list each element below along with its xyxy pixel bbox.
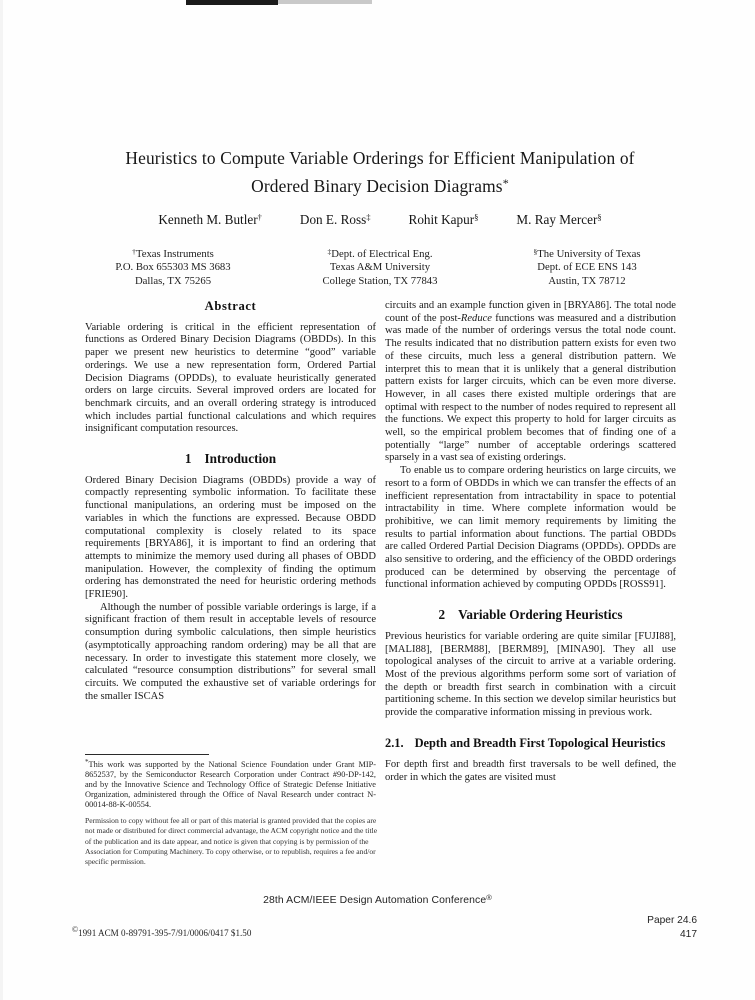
section-2-1-paragraph-1: For depth first and breadth first traversals to be well defined, the order in which the gates are visited must bbox=[385, 759, 676, 783]
author-name-text: Don E. Ross bbox=[299, 212, 367, 227]
title-block bbox=[60, 146, 700, 199]
page-title bbox=[60, 146, 700, 199]
author-name bbox=[409, 212, 479, 228]
section-2-heading bbox=[385, 609, 676, 622]
section-1-paragraph-2: Although the number of possible variable orderings is large, if a significant fraction of them result in acceptable levels of resource consumption during symbolic calculations, then simple heuristics (asymptotically approaching random ordering) may be all that are necessary. In order to investigate this statement more closely, we calculated “resource consumption distributions” for several small circuits. We computed the exhaustive set of variable orderings for the smaller ISCAS bbox=[85, 601, 376, 702]
left-column bbox=[85, 300, 376, 703]
author-affiliation-marker: § bbox=[474, 212, 479, 222]
footnote-separator-rule bbox=[85, 754, 209, 755]
section-1-heading bbox=[85, 453, 376, 466]
affiliation-line: College Station, TX 77843 bbox=[322, 274, 438, 287]
section-1-paragraph-3: To enable us to compare ordering heuristics on large circuits, we resort to a form of OBDDs in which we can transfer the effects of an inefficient representation from intractability in space to potential intractability in time. Where complete information would be prohibitive, we can limit memory requirements by limiting the results to partial information about functions. The partial OBDDs are called Ordered Partial Decision Diagrams (OPDDs). OPDDs are also sensitive to ordering, and the efficiency of the OBDD orderings produced can be determined by observing the percentage of functional information achieved by computing OPDDs [ROSS91]. bbox=[385, 465, 676, 591]
section-2-1-title: Depth and Breadth First Topological Heuristics bbox=[414, 735, 666, 750]
section-2-1-number: 2.1. bbox=[385, 735, 404, 750]
abstract-text: Variable ordering is critical in the efficient representation of functions as Ordered Binary Decision Diagrams (OBDDs). In this paper we present new heuristics to determine “good” variable orderings. We use a new representation form, Ordered Partial Decision Diagrams (OPDDs), to evaluate heuristically generated orders on large circuits. Several improved orders are located for benchmark circuits, and an overall ordering strategy is introduced which includes partial functional calculations and which requires insignificant computation resources. bbox=[85, 321, 376, 435]
paper-title-line-2-text: Ordered Binary Decision Diagrams bbox=[251, 176, 503, 196]
affiliation-block bbox=[273, 245, 487, 288]
affiliation-block bbox=[487, 245, 687, 288]
section-2-1-heading bbox=[385, 736, 676, 751]
section-1-title: Introduction bbox=[204, 451, 277, 467]
para-run-a: circuits and an example function given in [BRYA86]. The total node count of the post- bbox=[385, 300, 676, 324]
copyright-icon: © bbox=[72, 925, 79, 934]
affiliation-org: Texas Instruments bbox=[135, 248, 214, 260]
author-affiliation-marker: § bbox=[597, 212, 602, 222]
right-column bbox=[385, 300, 676, 785]
section-1-number: 1 bbox=[184, 451, 192, 467]
registered-trademark-icon: ® bbox=[486, 893, 492, 902]
affiliation-line bbox=[487, 245, 687, 261]
section-2-title: Variable Ordering Heuristics bbox=[458, 607, 623, 623]
affiliation-line: P.O. Box 655303 MS 3683 bbox=[115, 261, 231, 274]
affiliation-line: Texas A&M University bbox=[329, 261, 431, 274]
acm-copyright-code bbox=[72, 925, 251, 938]
affiliation-marker: ‡ bbox=[327, 247, 332, 256]
author-name bbox=[158, 212, 262, 228]
affiliation-marker: § bbox=[533, 247, 538, 256]
author-name bbox=[300, 212, 371, 228]
paper-number: Paper 24.6 bbox=[647, 915, 697, 926]
affiliation-line: Dept. of ECE ENS 143 bbox=[537, 261, 637, 274]
affiliation-line: Austin, TX 78712 bbox=[548, 274, 626, 287]
affiliation-list bbox=[60, 245, 700, 288]
conference-line bbox=[0, 893, 755, 906]
author-name-text: Kenneth M. Butler bbox=[158, 212, 258, 227]
affiliation-line bbox=[273, 245, 487, 261]
author-name bbox=[516, 212, 601, 228]
abstract-heading: Abstract bbox=[204, 299, 257, 313]
author-name-text: M. Ray Mercer bbox=[516, 212, 598, 227]
section-1-paragraph-2-continued bbox=[385, 300, 676, 465]
paper-title-line-1: Heuristics to Compute Variable Orderings for Efficient Manipulation of bbox=[125, 148, 635, 168]
affiliation-marker: † bbox=[132, 247, 136, 256]
footnote-text: This work was supported by the National Science Foundation under Grant MIP-8652537, by the Semiconductor Research Corporation under Contract #90-DP-142, and by the Innovative Science and Technology Office of Strategic Defense Initiative Organization, administered through the Office of Naval Research under contract N-00014-88-K-00554. bbox=[85, 760, 376, 809]
author-affiliation-marker: † bbox=[257, 212, 262, 222]
conference-name: 28th ACM/IEEE Design Automation Conference bbox=[263, 895, 487, 906]
title-footnote-marker: * bbox=[502, 176, 509, 190]
scan-artifact-dark-bar bbox=[186, 0, 278, 5]
italic-term-reduce: Reduce bbox=[460, 312, 492, 324]
acm-copyright-text: 1991 ACM 0-89791-395-7/91/0006/0417 $1.50 bbox=[78, 928, 252, 938]
page-edge-shadow bbox=[0, 0, 3, 1000]
paper-title-line-2 bbox=[60, 171, 700, 199]
section-1-paragraph-1: Ordered Binary Decision Diagrams (OBDDs) provide a way of compactly representing symbolic information. To facilitate these functional manipulations, an ordering must be imposed on the variables in which the functions are expressed. Because OBDD computational complexity is closely related to its space requirements [BRYA86], it is important to find an ordering that attempts to minimize the memory used during all phases of OBDD manipulation. However, the complexity of finding the optimum ordering has demonstrated the need for heuristic ordering methods [FRIE90]. bbox=[85, 474, 376, 601]
footnote-marker: * bbox=[85, 758, 89, 766]
footnote bbox=[85, 757, 376, 810]
affiliation-block bbox=[73, 245, 273, 288]
author-affiliation-marker: ‡ bbox=[366, 212, 371, 222]
scan-artifact-light-bar bbox=[278, 0, 372, 4]
page-number: 417 bbox=[680, 929, 697, 940]
author-list bbox=[60, 212, 700, 228]
section-2-paragraph-1: Previous heuristics for variable ordering are quite similar [FUJI88], [MALI88], [BERM88], [BERM89], [MINA90]. They all use topological analyses of the circuit to arrive at a variable ordering. Most of the previous algorithms perform some sort of variation of the depth or breadth first search in combination with a circuit partitioning scheme. In this section we develop similar heuristics but provide the comparative information missing in previous work. bbox=[385, 630, 676, 719]
affiliation-line bbox=[73, 245, 273, 261]
affiliation-org: The University of Texas bbox=[537, 248, 641, 260]
affiliation-line: Dallas, TX 75265 bbox=[134, 274, 212, 287]
section-2-number: 2 bbox=[438, 607, 446, 623]
para-run-b: functions was measured and a distribution was made of the number of orderings versus the total node count. The results indicated that no distribution pattern exists for even two of these circuits, much less a general distribution pattern. We interpret this to mean that it is unlikely that a general distribution pattern exists for larger circuits, which can be even more diverse. However, in all cases there existed multiple orderings that are optimal with respect to the number of nodes required to represent all the functions. We expect this property to hold for larger circuits as well, so the empirical problem becomes that of finding one of a potentially “large” number of acceptable orderings scattered sparsely in a vast sea of existing orderings. bbox=[385, 312, 677, 464]
author-name-text: Rohit Kapur bbox=[408, 212, 475, 227]
affiliation-org: Dept. of Electrical Eng. bbox=[331, 248, 433, 260]
acm-permission-notice: Permission to copy without fee all or part of this material is granted provided that the copies are not made or distributed for direct commercial advantage, the ACM copyright notice and the title of the publication and its date appear, and notice is given that copying is by permission of the Association for Computing Machinery. To copy otherwise, or to republish, requires a fee and/or specific permission. bbox=[85, 816, 378, 867]
